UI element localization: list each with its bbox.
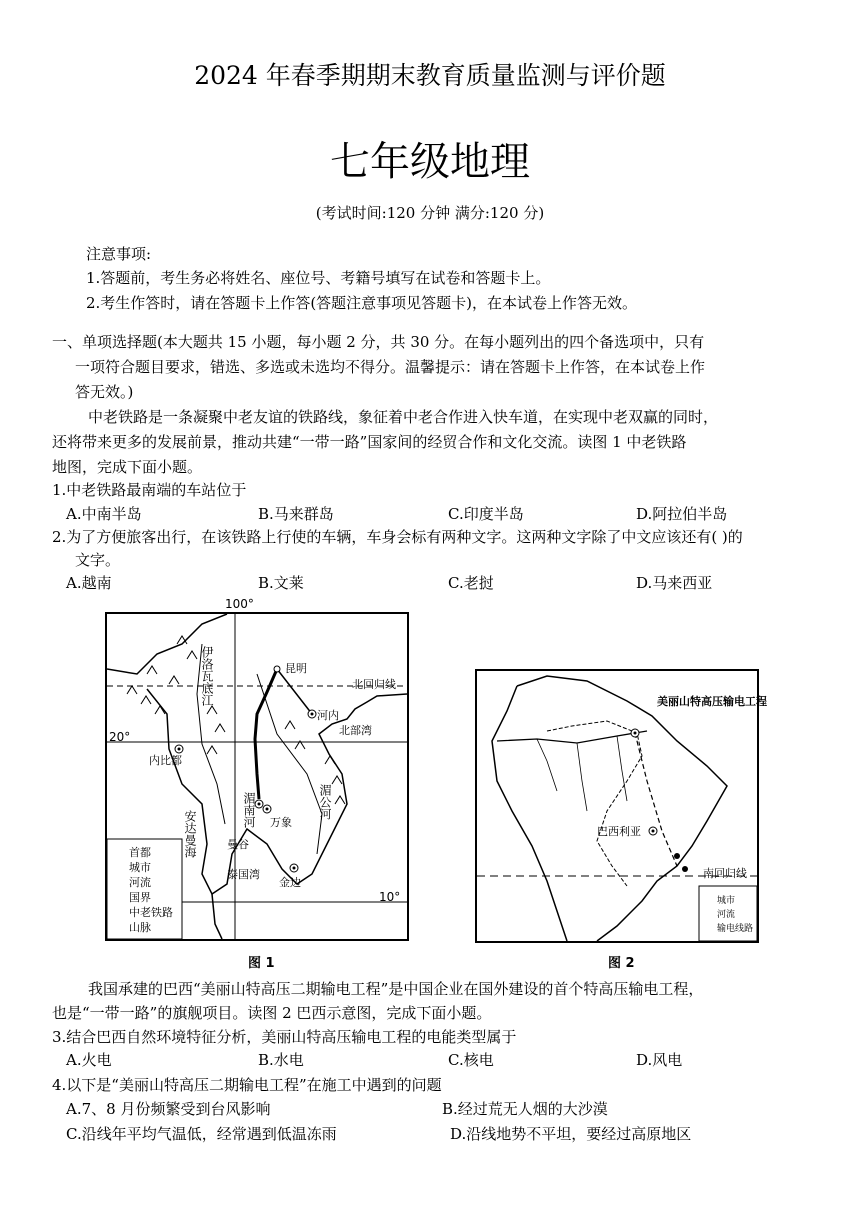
city-naypyidaw: 内比都 (149, 754, 182, 767)
water-andaman: 安达曼海 (183, 810, 197, 858)
city-vientiane: 万象 (270, 816, 292, 829)
notice-heading: 注意事项: (86, 245, 152, 263)
option-a: A.越南 (66, 574, 112, 592)
option-c: C.印度半岛 (448, 505, 524, 523)
longitude-label: 100° (225, 597, 254, 611)
figure-caption-1: 图 1 (248, 956, 275, 971)
section-heading: 一、单项选择题(本大题共 15 小题，每小题 2 分，共 30 分。在每小题列出的四个备选项中，只有 (52, 333, 705, 351)
option-a: A.中南半岛 (66, 505, 142, 523)
latitude-label: 20° (109, 730, 131, 744)
legend-mountain: 山脉 (129, 921, 151, 934)
passage-text: 我国承建的巴西“美丽山特高压二期输电工程”是中国企业在国外建设的首个特高压输电工程， (88, 980, 704, 998)
map1-graphic (107, 614, 407, 939)
question-stem: 3.结合巴西自然环境特征分析，美丽山特高压输电工程的电能类型属于 (52, 1028, 517, 1046)
map-figure-1 (105, 612, 409, 941)
option-b: B.马来群岛 (258, 505, 334, 523)
option-b: B.经过荒无人烟的大沙漠 (442, 1100, 608, 1118)
option-d: D.马来西亚 (636, 574, 713, 592)
figure-caption-2: 图 2 (608, 956, 635, 971)
section-text: 答无效。) (75, 383, 134, 401)
river-chao: 湄南河 (242, 792, 256, 828)
notice-item: 2.考生作答时，请在答题卡上作答(答题注意事项见答题卡)，在本试卷上作答无效。 (86, 294, 638, 312)
option-b: B.文莱 (258, 574, 304, 592)
legend-line: 输电线路 (717, 924, 754, 934)
project-label: 美丽山特高压输电工程 (657, 695, 767, 708)
water-thai-gulf: 泰国湾 (227, 868, 260, 881)
option-b: B.水电 (258, 1051, 304, 1069)
river-mekong: 湄公河 (318, 784, 332, 820)
map2-graphic (477, 671, 757, 941)
passage-text: 也是“一带一路”的旗舰项目。读图 2 巴西示意图，完成下面小题。 (52, 1004, 492, 1022)
option-c: C.老挝 (448, 574, 494, 592)
legend-border: 国界 (129, 891, 151, 904)
passage-text: 中老铁路是一条凝聚中老友谊的铁路线，象征着中老合作进入快车道，在实现中老双赢的同时， (88, 408, 719, 426)
question-stem-cont: 文字。 (75, 551, 121, 569)
city-brasilia: 巴西利亚 (597, 825, 641, 838)
option-a: A.火电 (66, 1051, 112, 1069)
option-a: A.7、8 月份频繁受到台风影响 (66, 1100, 271, 1118)
tropic-label: 南回归线 (703, 867, 747, 880)
option-c: C.核电 (448, 1051, 494, 1069)
option-c: C.沿线年平均气温低，经常遇到低温冻雨 (66, 1125, 337, 1143)
map-figure-2 (475, 669, 767, 943)
option-d: D.阿拉伯半岛 (636, 505, 728, 523)
latitude-label: 10° (379, 890, 401, 904)
option-d: D.沿线地势不平坦，要经过高原地区 (450, 1125, 692, 1143)
section-text: 一项符合题目要求，错选、多选或未选均不得分。温馨提示：请在答题卡上作答，在本试卷上作 (75, 358, 706, 376)
question-stem: 2.为了方便旅客出行，在该铁路上行使的车辆，车身会标有两种文字。这两种文字除了中文应该还有( )的 (52, 528, 743, 546)
legend-city: 城市 (129, 861, 151, 874)
option-d: D.风电 (636, 1051, 683, 1069)
city-bangkok: 曼谷 (227, 838, 249, 851)
exam-info: (考试时间:120 分钟 满分:120 分) (315, 204, 545, 222)
question-stem: 1.中老铁路最南端的车站位于 (52, 481, 247, 499)
subject-title: 七年级地理 (330, 139, 530, 185)
passage-text: 还将带来更多的发展前景，推动共建“一带一路”国家间的经贸合作和文化交流。读图 1 中老铁路 (52, 433, 687, 451)
tropic-label: 北回归线 (352, 678, 396, 691)
legend-river: 河流 (717, 910, 736, 920)
city-hanoi: 河内 (317, 709, 339, 722)
water-beibu: 北部湾 (339, 724, 372, 737)
river-irrawaddy: 伊洛瓦底江 (200, 646, 214, 706)
document-title: 2024 年春季期期末教育质量监测与评价题 (194, 61, 666, 90)
legend-river: 河流 (129, 876, 151, 889)
legend-city: 城市 (717, 896, 736, 906)
city-kunming: 昆明 (285, 662, 307, 675)
legend-railway: 中老铁路 (129, 906, 173, 919)
passage-text: 地图，完成下面小题。 (52, 458, 203, 476)
city-phnompenh: 金边 (279, 876, 301, 889)
notice-item: 1.答题前，考生务必将姓名、座位号、考籍号填写在试卷和答题卡上。 (86, 269, 551, 287)
legend-capital: 首都 (129, 846, 151, 859)
question-stem: 4.以下是“美丽山特高压二期输电工程”在施工中遇到的问题 (52, 1076, 442, 1094)
